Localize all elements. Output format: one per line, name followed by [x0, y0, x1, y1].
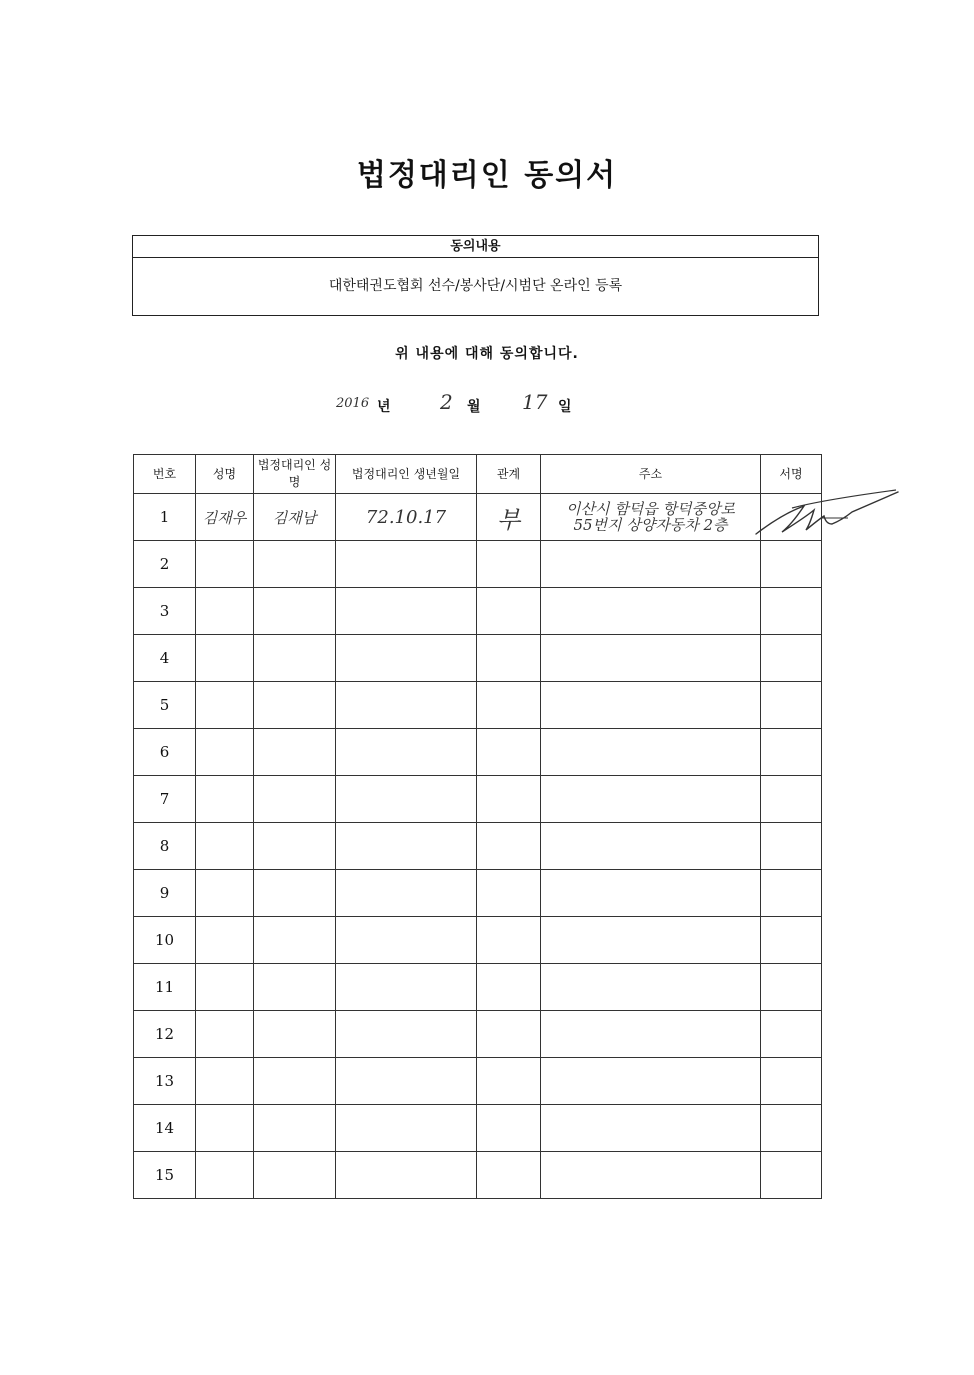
cell-relation	[477, 917, 541, 964]
cell-name	[196, 1105, 254, 1152]
table-row	[134, 917, 822, 964]
row-number: 6	[134, 729, 196, 776]
cell-guardian-birth	[336, 1011, 477, 1058]
cell-name	[196, 635, 254, 682]
cell-guardian-name	[254, 1152, 336, 1199]
cell-guardian-birth	[336, 1058, 477, 1105]
row-number: 7	[134, 776, 196, 823]
table-row	[134, 682, 822, 729]
row-number: 5	[134, 682, 196, 729]
date-year-value: 2016	[336, 396, 370, 411]
table-row	[134, 635, 822, 682]
cell-relation	[477, 1011, 541, 1058]
header-signature: 서명	[761, 455, 822, 494]
cell-signature	[761, 541, 822, 588]
table-header-row	[134, 455, 822, 494]
cell-guardian-name: 김재남	[254, 494, 336, 541]
consent-statement: 위 내용에 대해 동의합니다.	[395, 346, 579, 362]
table-row	[134, 588, 822, 635]
cell-signature	[761, 1105, 822, 1152]
cell-signature	[761, 1058, 822, 1105]
table-row	[134, 870, 822, 917]
cell-guardian-name	[254, 729, 336, 776]
cell-guardian-birth	[336, 588, 477, 635]
cell-guardian-name	[254, 682, 336, 729]
cell-guardian-birth	[336, 729, 477, 776]
table-row	[134, 1152, 822, 1199]
cell-signature	[761, 588, 822, 635]
cell-guardian-name	[254, 1058, 336, 1105]
cell-guardian-name	[254, 1105, 336, 1152]
cell-address	[541, 682, 761, 729]
cell-guardian-birth	[336, 635, 477, 682]
cell-address	[541, 635, 761, 682]
row-number: 11	[134, 964, 196, 1011]
cell-address	[541, 1058, 761, 1105]
cell-name	[196, 1058, 254, 1105]
cell-address	[541, 1152, 761, 1199]
cell-relation	[477, 1152, 541, 1199]
cell-guardian-name	[254, 964, 336, 1011]
date-day-value: 17	[522, 390, 548, 414]
cell-guardian-birth	[336, 870, 477, 917]
cell-address	[541, 917, 761, 964]
cell-guardian-birth: 72.10.17	[336, 494, 477, 541]
cell-relation	[477, 682, 541, 729]
cell-relation	[477, 823, 541, 870]
cell-relation	[477, 964, 541, 1011]
cell-name	[196, 541, 254, 588]
cell-name	[196, 823, 254, 870]
cell-guardian-name	[254, 588, 336, 635]
row-number: 14	[134, 1105, 196, 1152]
cell-signature	[761, 870, 822, 917]
cell-guardian-name	[254, 541, 336, 588]
address-line-1: 이산시 함덕읍 항덕중앙로	[566, 500, 735, 518]
cell-address	[541, 494, 761, 541]
cell-guardian-birth	[336, 823, 477, 870]
date-month-value: 2	[440, 390, 453, 414]
cell-relation	[477, 776, 541, 823]
cell-name	[196, 776, 254, 823]
cell-guardian-birth	[336, 776, 477, 823]
cell-address	[541, 541, 761, 588]
row-number: 15	[134, 1152, 196, 1199]
cell-address	[541, 823, 761, 870]
cell-guardian-birth	[336, 1105, 477, 1152]
cell-address	[541, 588, 761, 635]
cell-guardian-birth	[336, 917, 477, 964]
cell-name	[196, 1152, 254, 1199]
cell-guardian-name	[254, 776, 336, 823]
table-row	[134, 1011, 822, 1058]
cell-address	[541, 1105, 761, 1152]
row-number: 9	[134, 870, 196, 917]
cell-name	[196, 588, 254, 635]
registration-table	[133, 454, 822, 1199]
row-number: 2	[134, 541, 196, 588]
cell-guardian-name	[254, 635, 336, 682]
cell-guardian-birth	[336, 682, 477, 729]
cell-relation	[477, 1105, 541, 1152]
row-number: 4	[134, 635, 196, 682]
date-month-label: 월	[467, 399, 481, 415]
cell-guardian-birth	[336, 1152, 477, 1199]
cell-signature	[761, 729, 822, 776]
agreement-header: 동의내용	[133, 236, 818, 258]
cell-signature	[761, 917, 822, 964]
address-line-2: 55번지 상양자동차 2층	[573, 516, 728, 534]
cell-signature	[761, 635, 822, 682]
cell-guardian-birth	[336, 541, 477, 588]
table-row	[134, 541, 822, 588]
cell-address	[541, 776, 761, 823]
cell-relation	[477, 588, 541, 635]
cell-name	[196, 964, 254, 1011]
cell-name	[196, 870, 254, 917]
cell-signature	[761, 964, 822, 1011]
row-number: 1	[134, 494, 196, 541]
table-row	[134, 964, 822, 1011]
cell-name	[196, 1011, 254, 1058]
cell-relation	[477, 729, 541, 776]
cell-signature	[761, 776, 822, 823]
table-row	[134, 729, 822, 776]
cell-relation	[477, 1058, 541, 1105]
row-number: 3	[134, 588, 196, 635]
cell-name: 김재우	[196, 494, 254, 541]
header-guardian-birth: 법정대리인 생년월일	[336, 455, 477, 494]
cell-address	[541, 729, 761, 776]
cell-guardian-name	[254, 823, 336, 870]
table-row	[134, 1105, 822, 1152]
cell-signature	[761, 1152, 822, 1199]
cell-signature	[761, 823, 822, 870]
header-relation: 관계	[477, 455, 541, 494]
header-no: 번호	[134, 455, 196, 494]
table-row	[134, 776, 822, 823]
cell-name	[196, 682, 254, 729]
date-day-label: 일	[558, 399, 572, 415]
header-guardian-name: 법정대리인 성명	[254, 455, 336, 494]
table-row	[134, 494, 822, 541]
cell-guardian-name	[254, 1011, 336, 1058]
date-year-label: 년	[377, 399, 391, 415]
header-name: 성명	[196, 455, 254, 494]
cell-guardian-name	[254, 870, 336, 917]
cell-address	[541, 1011, 761, 1058]
row-number: 12	[134, 1011, 196, 1058]
row-number: 8	[134, 823, 196, 870]
cell-address	[541, 870, 761, 917]
cell-relation: 부	[477, 494, 541, 541]
signature-mark	[752, 484, 902, 542]
cell-relation	[477, 635, 541, 682]
cell-guardian-name	[254, 917, 336, 964]
header-address: 주소	[541, 455, 761, 494]
cell-address	[541, 964, 761, 1011]
agreement-box	[132, 235, 819, 316]
cell-relation	[477, 541, 541, 588]
cell-name	[196, 729, 254, 776]
cell-guardian-birth	[336, 964, 477, 1011]
row-number: 13	[134, 1058, 196, 1105]
table-row	[134, 823, 822, 870]
table-row	[134, 1058, 822, 1105]
cell-signature	[761, 682, 822, 729]
cell-name	[196, 917, 254, 964]
cell-signature	[761, 1011, 822, 1058]
cell-relation	[477, 870, 541, 917]
document-title: 법정대리인 동의서	[356, 158, 618, 193]
agreement-content: 대한태권도협회 선수/봉사단/시범단 온라인 등록	[328, 278, 623, 294]
row-number: 10	[134, 917, 196, 964]
